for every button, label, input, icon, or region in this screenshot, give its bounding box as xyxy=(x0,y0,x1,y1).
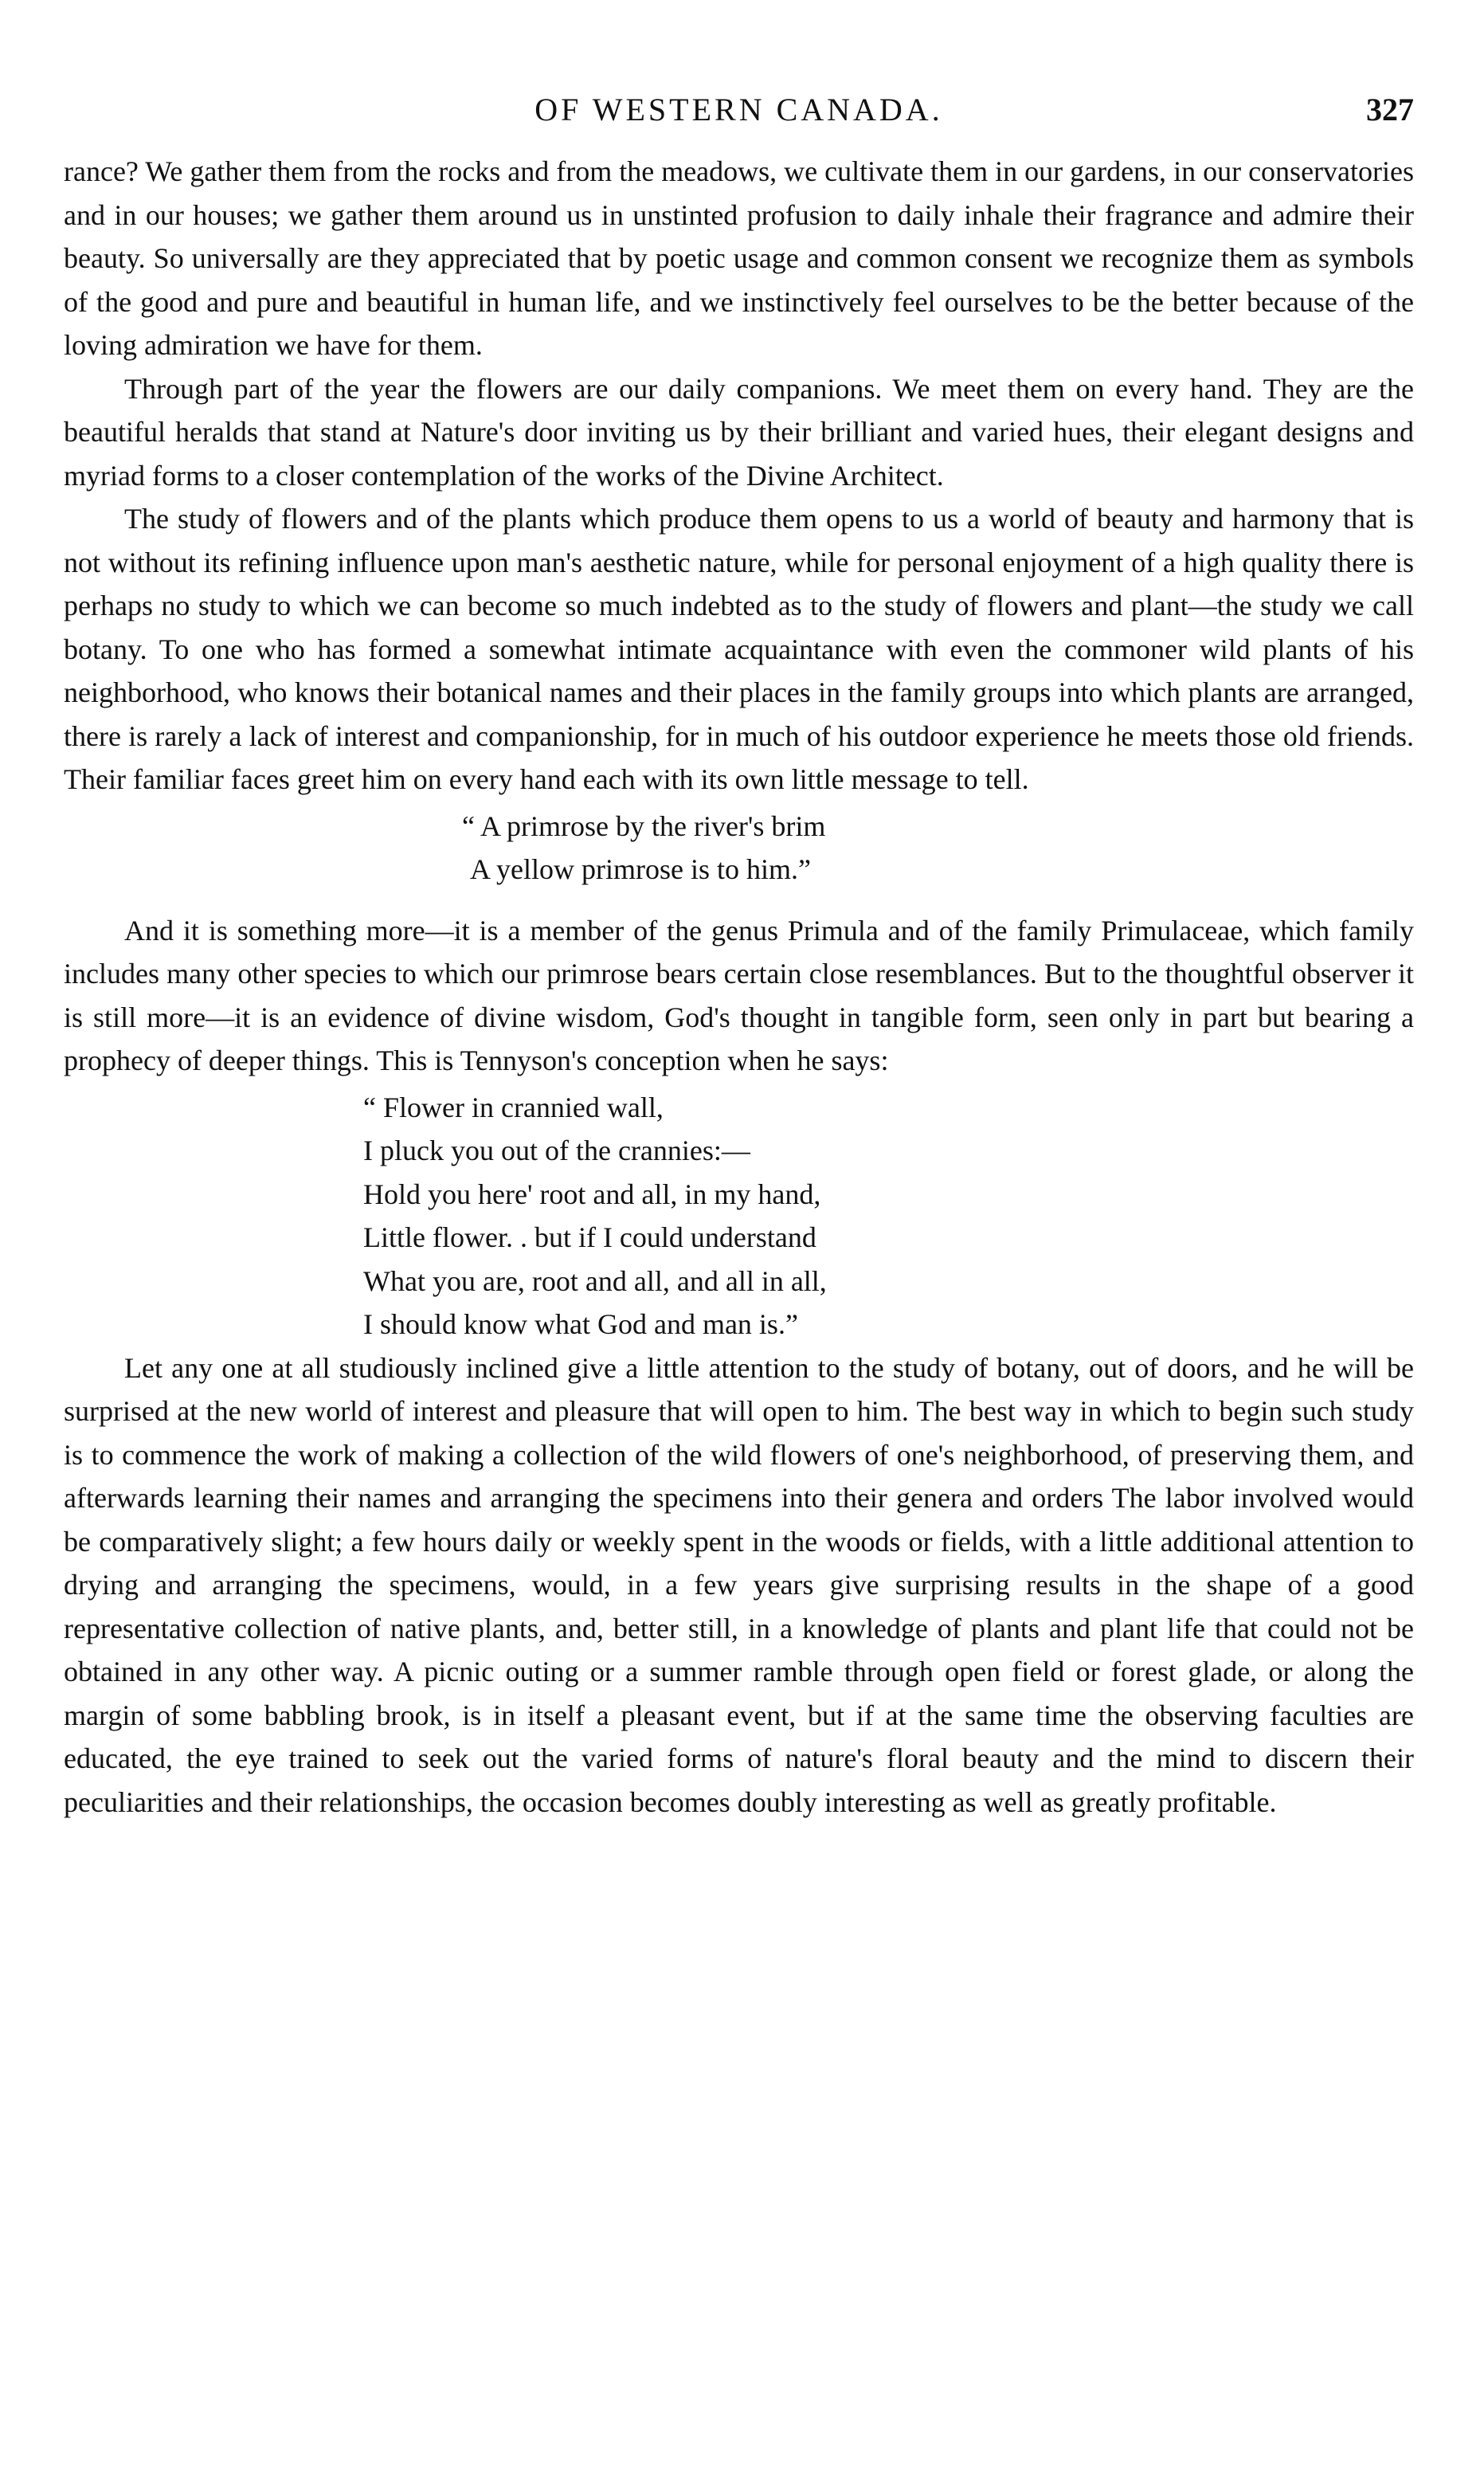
tennyson-quotation xyxy=(64,1086,1414,1346)
verse-line: “ Flower in crannied wall, xyxy=(363,1091,664,1123)
book-page xyxy=(64,48,1414,1824)
paragraph-flowers-intro: rance? We gather them from the rocks and from the meadows, we cultivate them in our gardens, in our conservatories and in our houses; we gather them around us in unstinted profusion to daily inhale their fragrance and admire their beauty. So universally are they appreciated that by poetic usage and common consent we recognize them as symbols of the good and pure and beautiful in human life, and we instinctively feel ourselves to be the better because of the loving admiration we have for them. xyxy=(64,155,1414,361)
paragraph-study-botany: Let any one at all studiously inclined give a little attention to the study of botany, out of doors, and he will be surprised at the new world of interest and pleasure that will open to him. The best way in which to begin such study is to commence the work of making a collection of the wild flowers of one's neighborhood, of preserving them, and afterwards learning their names and arranging the specimens into their genera and orders The labor involved would be comparatively slight; a few hours daily or weekly spent in the woods or fields, with a little additional attention to drying and arranging the specimens, would, in a few years give surprising results in the shape of a good representative collection of native plants, and, better still, in a knowledge of plants and plant life that could not be obtained in any other way. A picnic outing or a summer ramble through open field or forest glade, or along the margin of some babbling brook, is in itself a pleasant event, but if at the same time the observing faculties are educated, the eye trained to seek out the varied forms of nature's floral beauty and the mind to discern their peculiarities and their relationships, the occasion becomes doubly interesting as well as greatly profitable. xyxy=(64,1351,1414,1818)
page-header xyxy=(64,48,1414,135)
paragraph-something-more: And it is something more—it is a member of the genus Primula and of the family Primulaceae, which family includes many other species to which our primrose bears certain close resemblances. But to the thoughtful observer it is still more—it is an evidence of divine wisdom, God's thought in tangible form, seen only in part but bearing a prophecy of deeper things. This is Tennyson's conception when he says: xyxy=(64,914,1414,1076)
verse-line: Hold you here' root and all, in my hand, xyxy=(363,1178,821,1210)
verse-line: What you are, root and all, and all in all, xyxy=(363,1264,827,1297)
paragraph-study-of-flowers: The study of flowers and of the plants which produce them opens to us a world of beauty and harmony that is not without its refining influence upon man's aesthetic nature, while for personal enjoyment of a high quality there is perhaps no study to which we can become so much indebted as to the study of flowers and plant—the study we call botany. To one who has formed a somewhat intimate acquaintance with even the commoner wild plants of his neighborhood, who knows their botanical names and their places in the family groups into which plants are arranged, there is rarely a lack of interest and companionship, for in much of his outdoor experience he meets those old friends. Their familiar faces greet him on every hand each with its own little message to tell. xyxy=(64,503,1414,795)
body-text xyxy=(64,150,1414,1824)
verse-line: I should know what God and man is.” xyxy=(363,1308,798,1340)
verse-line: A yellow primrose is to him.” xyxy=(470,853,811,885)
verse-line: “ A primrose by the river's brim xyxy=(462,809,826,842)
running-head: OF WESTERN CANADA. xyxy=(534,92,943,127)
paragraph-daily-companions: Through part of the year the flowers are our daily companions. We meet them on every hand. They are the beautiful heralds that stand at Nature's door inviting us by their brilliant and varied hues, their elegant designs and myriad forms to a closer contemplation of the works of the Divine Architect. xyxy=(64,372,1414,492)
verse-line: Little flower. . but if I could understand xyxy=(363,1221,816,1253)
primrose-quotation xyxy=(64,805,1414,892)
page-number: 327 xyxy=(1366,92,1414,127)
verse-line: I pluck you out of the crannies:— xyxy=(363,1135,750,1166)
